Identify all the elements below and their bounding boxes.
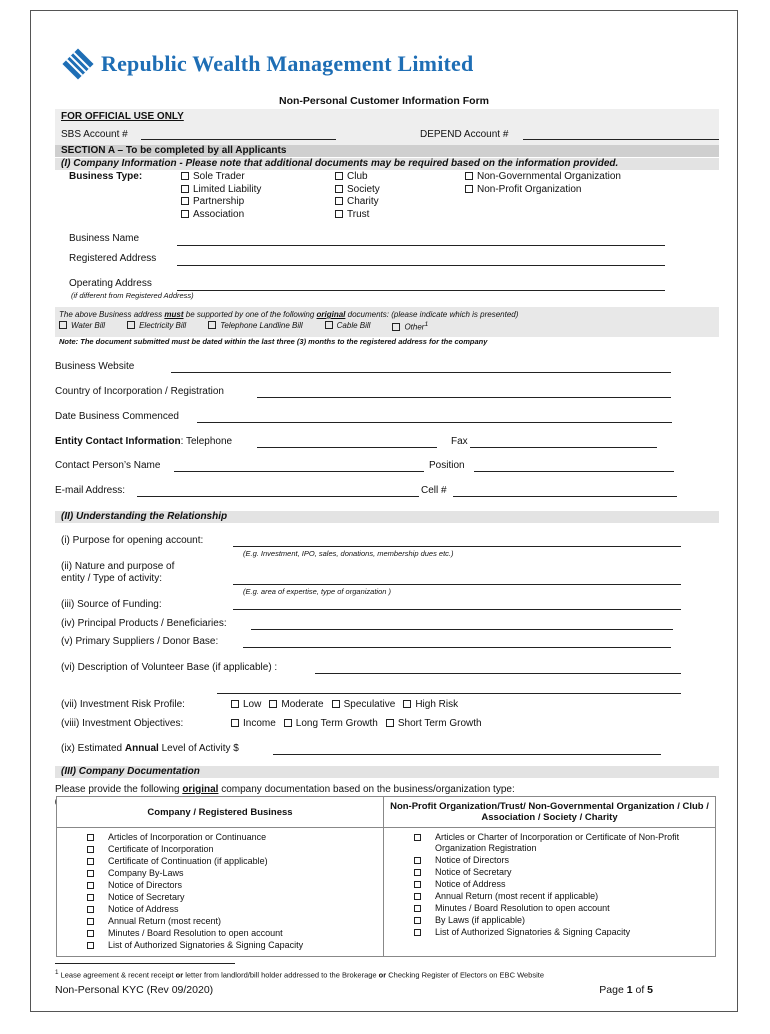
checkbox[interactable] [403, 700, 411, 708]
company-name: Republic Wealth Management Limited [101, 51, 474, 76]
business-type-charity[interactable] [335, 196, 380, 209]
checkbox[interactable] [335, 197, 343, 205]
checkbox-label: High Risk [415, 699, 459, 710]
checkbox[interactable] [392, 323, 400, 331]
checkbox[interactable] [414, 893, 421, 900]
cell-field[interactable] [453, 496, 677, 497]
checkbox[interactable] [335, 210, 343, 218]
checkbox[interactable] [414, 905, 421, 912]
document-label: Notice of Secretary [435, 866, 512, 877]
document-label: Minutes / Board Resolution to open account [108, 928, 283, 938]
checkbox-label: Trust [347, 208, 370, 220]
checkbox[interactable] [231, 700, 239, 708]
business-type-label: Business Type: [69, 171, 143, 182]
website-field[interactable] [171, 372, 671, 373]
checkbox[interactable] [87, 930, 94, 937]
incorporation-field[interactable] [257, 397, 671, 398]
checkbox[interactable] [269, 700, 277, 708]
document-label: Notice of Address [108, 904, 179, 914]
company-doc-item[interactable] [61, 928, 379, 939]
business-type-association[interactable] [181, 209, 261, 222]
nonprofit-doc-item[interactable] [388, 903, 711, 914]
registered-address-label: Registered Address [69, 253, 157, 264]
checkbox-label: Short Term Growth [397, 718, 482, 729]
company-logo-icon [61, 47, 95, 81]
checkbox-label: Low [243, 699, 262, 710]
checkbox-label: Moderate [281, 699, 324, 710]
checkbox-label: Non-Governmental Organization [477, 171, 621, 182]
volunteer-label: (vi) Description of Volunteer Base (if applicable) : [61, 662, 278, 673]
checkbox-label: Sole Trader [193, 171, 245, 182]
document-label: Articles of Incorporation or Continuance [108, 832, 267, 842]
checkbox-label: Speculative [343, 699, 396, 710]
business-type-sole-trader[interactable] [181, 171, 261, 184]
company-header [61, 47, 473, 81]
company-doc-item[interactable] [61, 844, 379, 855]
document-label: Articles or Charter of Incorporation or Certificate of Non-Profit Organization Registration [435, 832, 680, 853]
objectives-options [231, 718, 490, 729]
checkbox[interactable] [87, 882, 94, 889]
document-label: List of Authorized Signatories & Signing Capacity [435, 926, 631, 937]
checkbox[interactable] [208, 321, 216, 329]
company-docs-header: Company / Registered Business [57, 797, 384, 828]
company-doc-item[interactable] [61, 832, 379, 843]
position-field[interactable] [474, 471, 674, 472]
dated-note: Note: The document submitted must be dated within the last three (3) months to the registered address for the company [59, 337, 488, 346]
risk-high-risk[interactable] [403, 699, 458, 710]
checkbox-label: Society [347, 183, 380, 195]
document-label: Minutes / Board Resolution to open account [435, 902, 610, 913]
position-label: Position [429, 460, 465, 471]
business-type-col-3 [465, 171, 621, 196]
telephone-field[interactable] [257, 447, 437, 448]
checkbox[interactable] [335, 185, 343, 193]
nonprofit-doc-item[interactable] [388, 891, 711, 902]
products-label: (iv) Principal Products / Beneficiaries: [61, 618, 227, 629]
form-title: Non-Personal Customer Information Form [278, 95, 489, 107]
nature-field[interactable] [233, 584, 681, 585]
checkbox[interactable] [87, 918, 94, 925]
sbs-account-label: SBS Account # [61, 129, 128, 140]
nature-label-1: (ii) Nature and purpose of [61, 561, 175, 572]
bill-other[interactable] [392, 321, 428, 332]
business-name-label: Business Name [69, 233, 140, 244]
volunteer-field-1[interactable] [315, 673, 681, 674]
footnote-ref: 1 [424, 321, 429, 328]
checkbox[interactable] [414, 869, 421, 876]
checkbox[interactable] [127, 321, 135, 329]
business-type-club[interactable] [335, 171, 380, 184]
checkbox-label: Telephone Landline Bill [220, 321, 303, 330]
checkbox-label: Association [193, 208, 245, 220]
checkbox[interactable] [87, 870, 94, 877]
bill-telephone-landline-bill[interactable] [208, 321, 302, 332]
business-type-society[interactable] [335, 184, 380, 197]
business-name-field[interactable] [177, 245, 665, 246]
checkbox-label: Non-Profit Organization [477, 183, 582, 195]
footer-revision: Non-Personal KYC (Rev 09/2020) [55, 984, 214, 996]
bill-electricity-bill[interactable] [127, 321, 186, 332]
document-label: Annual Return (most recent) [108, 916, 222, 926]
company-doc-item[interactable] [61, 892, 379, 903]
checkbox[interactable] [465, 185, 473, 193]
products-field[interactable] [251, 629, 673, 630]
sbs-account-field[interactable] [141, 129, 336, 140]
checkbox[interactable] [465, 172, 473, 180]
nonprofit-doc-item[interactable] [388, 879, 711, 890]
bill-options [59, 321, 428, 332]
checkbox-label: Limited Liability [193, 183, 262, 195]
business-type-partnership[interactable] [181, 196, 261, 209]
cell-label: Cell # [421, 485, 447, 496]
checkbox[interactable] [414, 929, 421, 936]
objective-long-term-growth[interactable] [284, 718, 378, 729]
checkbox[interactable] [335, 172, 343, 180]
risk-low[interactable] [231, 699, 261, 710]
address-proof-note: The above Business address must be supported by one of the following original documents: (please indicate which is presented) [59, 310, 519, 319]
document-label: Certificate of Incorporation [108, 844, 214, 854]
business-type-non-profit-organization[interactable] [465, 184, 621, 197]
bill-water-bill[interactable] [59, 321, 105, 332]
checkbox[interactable] [231, 719, 239, 727]
checkbox-label: Cable Bill [336, 321, 371, 330]
checkbox[interactable] [332, 700, 340, 708]
depend-account-field[interactable] [523, 129, 719, 140]
checkbox[interactable] [181, 197, 189, 205]
company-docs-list [57, 828, 384, 957]
checkbox[interactable] [181, 172, 189, 180]
company-doc-item[interactable] [61, 880, 379, 891]
company-doc-item[interactable] [61, 916, 379, 927]
document-label: Annual Return (most recent if applicable) [435, 890, 599, 901]
checkbox[interactable] [181, 185, 189, 193]
bill-cable-bill[interactable] [325, 321, 371, 332]
website-label: Business Website [55, 361, 135, 372]
relationship-heading: (II) Understanding the Relationship [55, 511, 719, 523]
nonprofit-doc-item[interactable] [388, 927, 711, 938]
contact-person-label: Contact Person’s Name [55, 460, 161, 471]
official-use-label: FOR OFFICIAL USE ONLY [61, 111, 184, 122]
section-a-title: SECTION A – To be completed by all Applicants [55, 145, 719, 157]
objective-short-term-growth[interactable] [386, 718, 482, 729]
purpose-field[interactable] [233, 546, 681, 547]
checkbox[interactable] [325, 321, 333, 329]
risk-speculative[interactable] [332, 699, 396, 710]
checkbox[interactable] [284, 719, 292, 727]
checkbox-label: Club [347, 171, 368, 182]
company-doc-item[interactable] [61, 940, 379, 951]
documentation-table [56, 796, 716, 957]
checkbox-label: Partnership [193, 196, 245, 207]
nonprofit-doc-item[interactable] [388, 832, 711, 853]
checkbox-label: Long Term Growth [295, 718, 378, 729]
documentation-intro: Please provide the following original company documentation based on the business/organization type: [55, 784, 515, 795]
business-type-col-2 [335, 171, 380, 221]
suppliers-label: (v) Primary Suppliers / Donor Base: [61, 636, 219, 647]
risk-profile-options [231, 699, 466, 710]
checkbox[interactable] [386, 719, 394, 727]
volunteer-field-2[interactable] [217, 693, 681, 694]
nature-hint: (E.g. area of expertise, type of organization ) [243, 587, 391, 596]
checkbox[interactable] [414, 857, 421, 864]
incorporation-label: Country of Incorporation / Registration [55, 386, 224, 397]
operating-address-label: Operating Address [69, 278, 152, 289]
checkbox[interactable] [414, 917, 421, 924]
commenced-field[interactable] [197, 422, 672, 423]
document-label: Notice of Secretary [108, 892, 185, 902]
checkbox[interactable] [87, 942, 94, 949]
document-label: Certificate of Continuation (if applicable) [108, 856, 268, 866]
document-label: Notice of Address [435, 878, 506, 889]
entity-contact-label: Entity Contact Information: Telephone [55, 436, 233, 447]
business-type-non-governmental-organization[interactable] [465, 171, 621, 184]
document-label: Notice of Directors [435, 854, 510, 865]
checkbox[interactable] [87, 858, 94, 865]
objectives-label: (viii) Investment Objectives: [61, 718, 184, 729]
email-label: E-mail Address: [55, 485, 126, 496]
depend-account-label: DEPEND Account # [420, 129, 509, 140]
operating-address-note: (if different from Registered Address) [71, 291, 194, 300]
contact-person-field[interactable] [174, 471, 424, 472]
registered-address-field[interactable] [177, 265, 665, 266]
nonprofit-docs-header: Non-Profit Organization/Trust/ Non-Governmental Organization / Club / Association / Society / Charity [384, 797, 716, 828]
checkbox[interactable] [181, 210, 189, 218]
company-info-heading: (I) Company Information - Please note that additional documents may be required based on the information provided. [55, 158, 719, 170]
risk-profile-label: (vii) Investment Risk Profile: [61, 699, 185, 710]
commenced-label: Date Business Commenced [55, 411, 179, 422]
document-label: By Laws (if applicable) [435, 914, 526, 925]
checkbox[interactable] [414, 834, 421, 841]
company-doc-item[interactable] [61, 856, 379, 867]
footnote: $^1$ Lease agreement & recent receipt or letter from landlord/bill holder addressed to the Brokerage or Checking Register of Electors on EBC Website [55, 969, 545, 980]
purpose-label: (i) Purpose for opening account: [61, 535, 204, 546]
fax-label: Fax [451, 436, 468, 447]
funding-label: (iii) Source of Funding: [61, 599, 162, 610]
official-use-panel [55, 109, 719, 145]
checkbox[interactable] [87, 906, 94, 913]
nonprofit-doc-item[interactable] [388, 855, 711, 866]
checkbox-label: Charity [347, 196, 379, 207]
checkbox[interactable] [87, 846, 94, 853]
checkbox[interactable] [87, 834, 94, 841]
checkbox-label: Electricity Bill [139, 321, 187, 330]
checkbox[interactable] [59, 321, 67, 329]
checkbox-label: Water Bill [71, 321, 106, 330]
document-label: List of Authorized Signatories & Signing Capacity [108, 940, 304, 950]
objective-income[interactable] [231, 718, 276, 729]
nonprofit-doc-item[interactable] [388, 915, 711, 926]
suppliers-field[interactable] [243, 647, 671, 648]
business-type-trust[interactable] [335, 209, 380, 222]
checkbox[interactable] [414, 881, 421, 888]
documentation-heading: (III) Company Documentation [55, 766, 719, 778]
business-type-col-1 [181, 171, 261, 221]
purpose-hint: (E.g. Investment, IPO, sales, donations, membership dues etc.) [243, 549, 454, 558]
fax-field[interactable] [470, 447, 657, 448]
checkbox-label: Income [243, 718, 276, 729]
checkbox[interactable] [87, 894, 94, 901]
annual-activity-field[interactable] [273, 754, 661, 755]
document-label: Notice of Directors [108, 880, 183, 890]
checkbox-label: Other [404, 322, 425, 332]
document-label: Company By-Laws [108, 868, 184, 878]
nonprofit-docs-list [384, 828, 716, 957]
footnote-rule [55, 963, 235, 964]
nonprofit-doc-item[interactable] [388, 867, 711, 878]
funding-field[interactable] [233, 609, 681, 610]
company-doc-item[interactable] [61, 868, 379, 879]
annual-activity-label: (ix) Estimated Annual Level of Activity $ [61, 743, 239, 754]
nature-label-2: entity / Type of activity: [61, 573, 162, 584]
email-field[interactable] [137, 496, 419, 497]
business-type-limited-liability[interactable] [181, 184, 261, 197]
company-doc-item[interactable] [61, 904, 379, 915]
footer-page-number: Page 1 of 5 [599, 984, 653, 996]
operating-address-field[interactable] [177, 290, 665, 291]
risk-moderate[interactable] [269, 699, 323, 710]
